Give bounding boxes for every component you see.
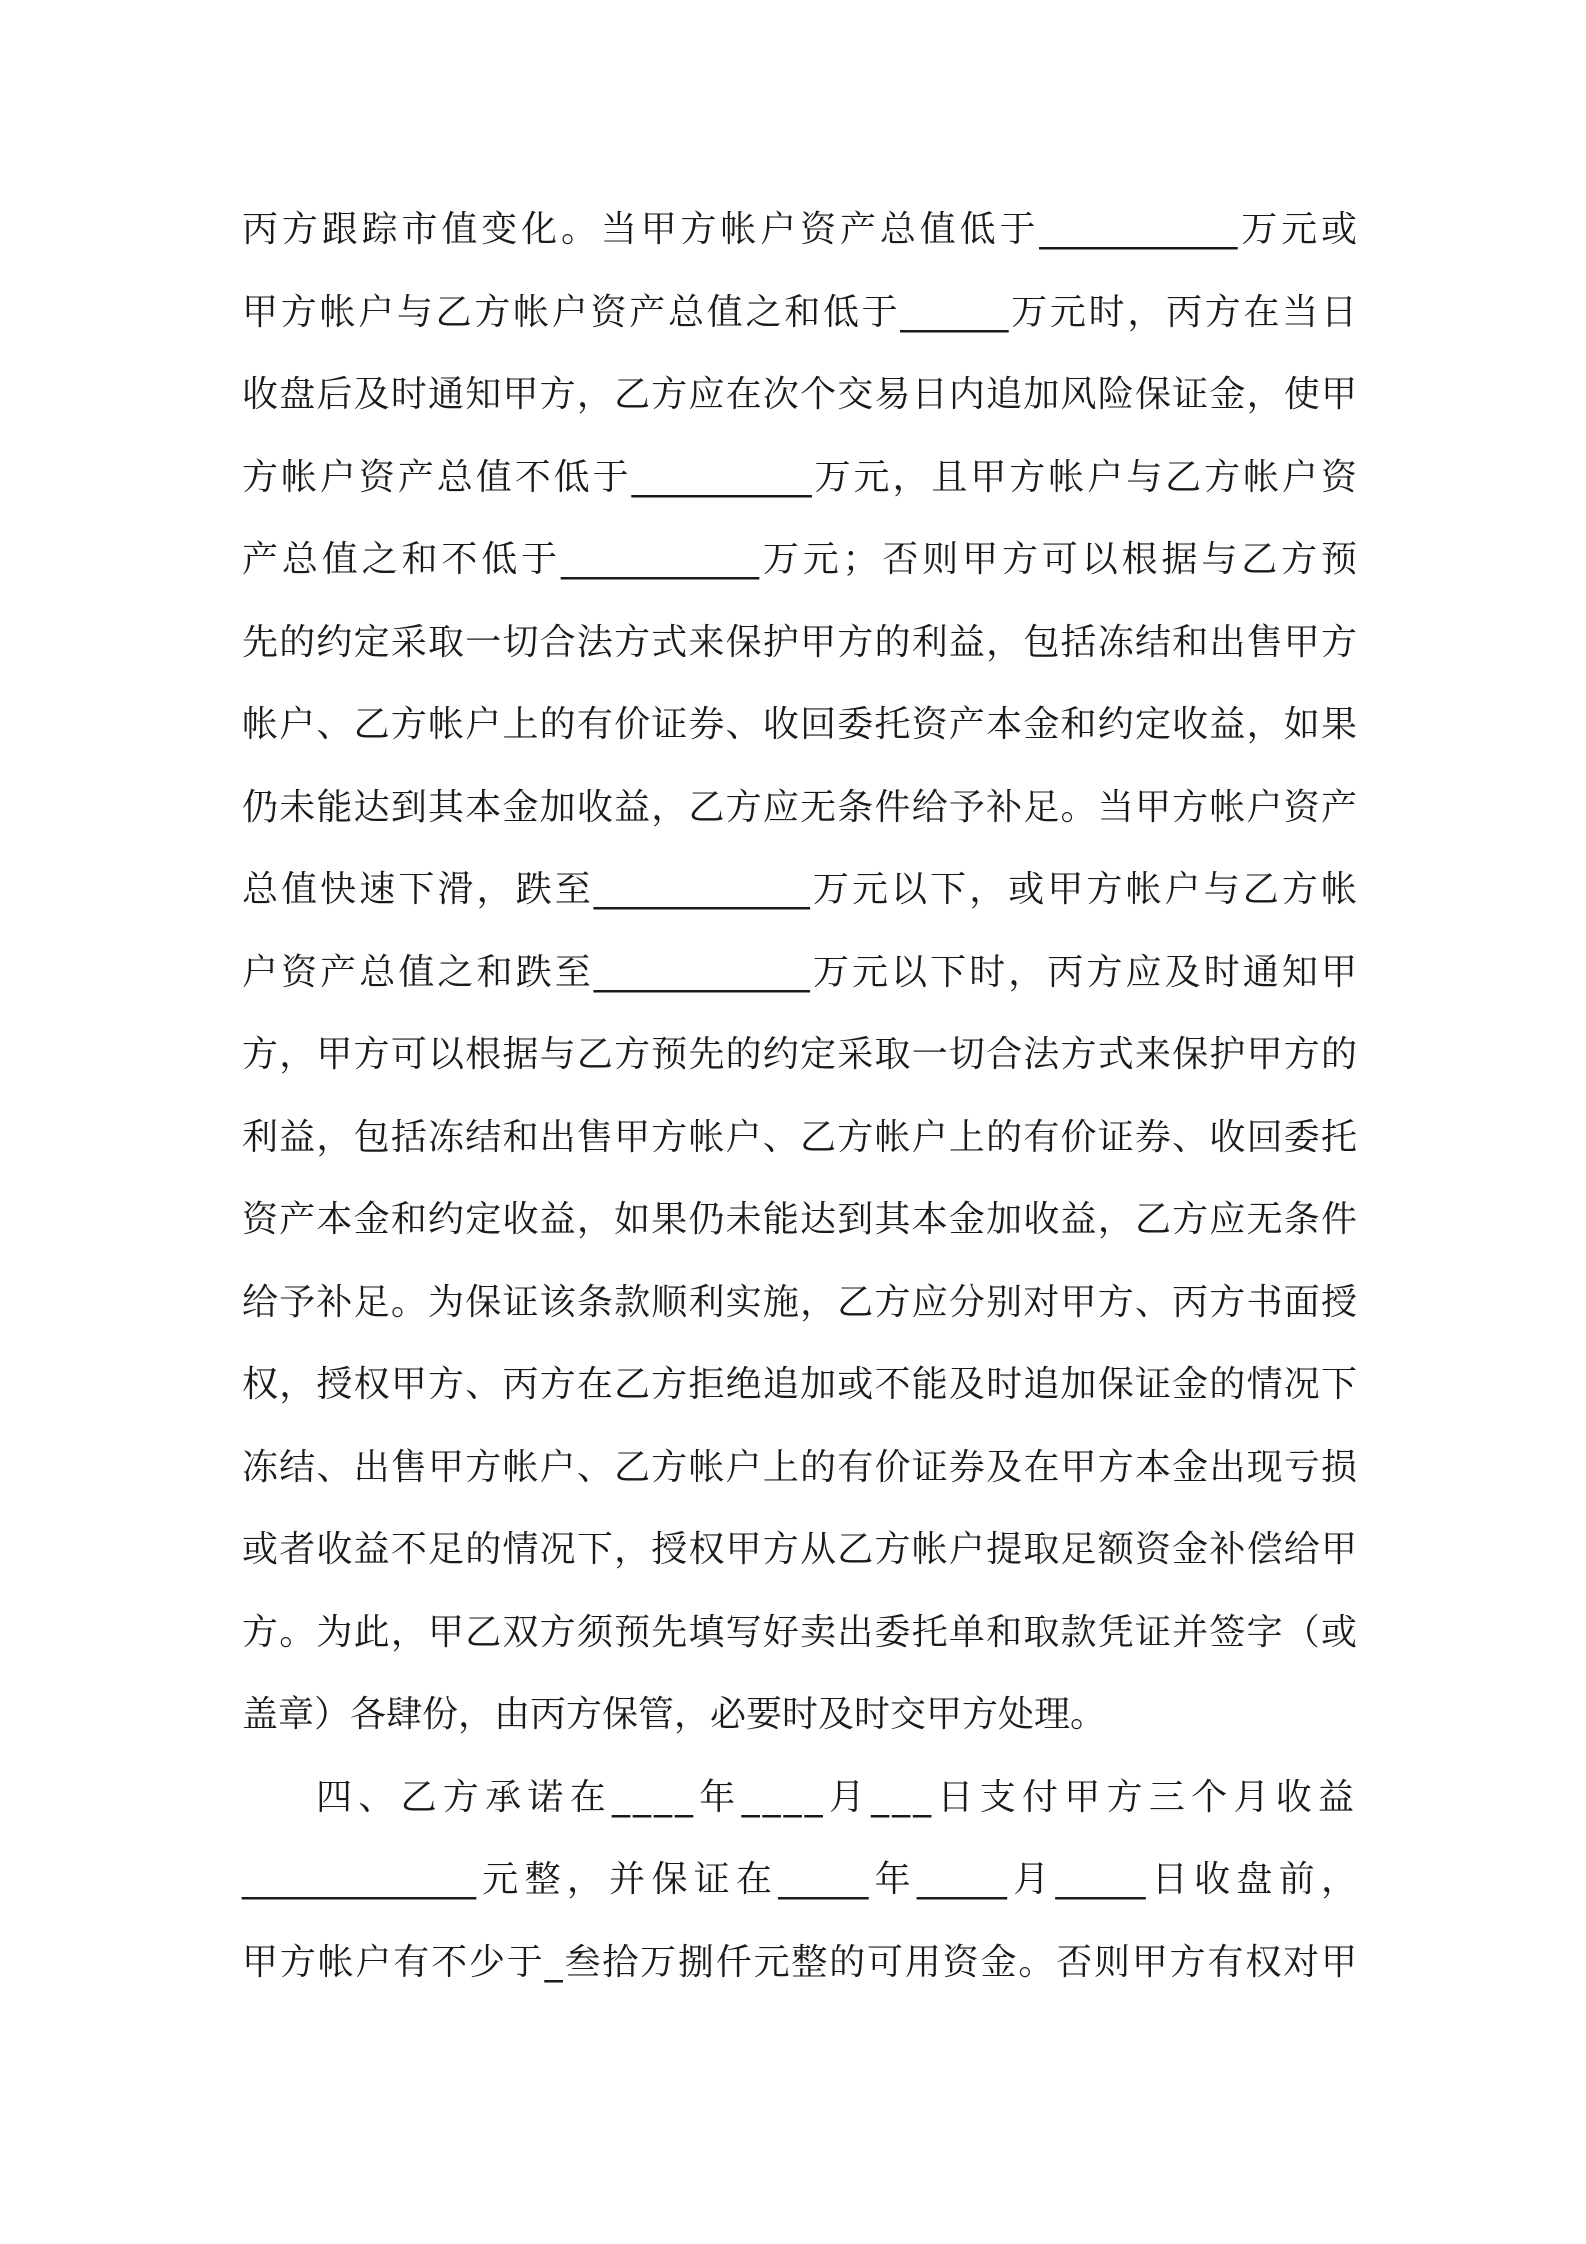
text-line: 收盘后及时通知甲方，乙方应在次个交易日内追加风险保证金，使甲 (242, 374, 1357, 415)
text-line: 先的约定采取一切合法方式来保护甲方的利益，包括冻结和出售甲方 (242, 621, 1357, 663)
text-line: 甲方帐户有不少于_叁拾万捌仟元整的可用资金。否则甲方有权对甲 (242, 1941, 1357, 1983)
contract-text (242, 200, 1357, 2015)
text-line: 冻结、出售甲方帐户、乙方帐户上的有价证券及在甲方本金出现亏损 (242, 1446, 1357, 1488)
text-line: 甲方帐户与乙方帐户资产总值之和低于______万元时，丙方在当日 (242, 291, 1357, 333)
text-line: _____________元整，并保证在_____年_____月_____日收盘前， (242, 1859, 1357, 1900)
text-line: 仍未能达到其本金加收益，乙方应无条件给予补足。当甲方帐户资产 (242, 786, 1357, 828)
text-line: 产总值之和不低于___________万元；否则甲方可以根据与乙方预 (242, 539, 1357, 580)
text-line: 利益，包括冻结和出售甲方帐户、乙方帐户上的有价证券、收回委托 (242, 1116, 1357, 1158)
text-line: 方，甲方可以根据与乙方预先的约定采取一切合法方式来保护甲方的 (242, 1034, 1357, 1075)
text-line: 方。为此，甲乙双方须预先填写好卖出委托单和取款凭证并签字（或 (242, 1611, 1357, 1653)
text-line: 给予补足。为保证该条款顺利实施，乙方应分别对甲方、丙方书面授 (242, 1281, 1357, 1323)
text-line: 盖章）各肆份，由丙方保管，必要时及时交甲方处理。 (242, 1694, 1107, 1735)
text-line: 四、乙方承诺在____年____月___日支付甲方三个月收益 (316, 1776, 1357, 1818)
paragraph-4 (242, 1768, 1357, 2016)
text-line: 户资产总值之和跌至____________万元以下时，丙方应及时通知甲 (242, 951, 1357, 993)
text-line: 权，授权甲方、丙方在乙方拒绝追加或不能及时追加保证金的情况下 (242, 1364, 1357, 1405)
text-line: 资产本金和约定收益，如果仍未能达到其本金加收益，乙方应无条件 (242, 1199, 1357, 1240)
text-line: 帐户、乙方帐户上的有价证券、收回委托资产本金和约定收益，如果 (242, 704, 1357, 745)
text-line: 总值快速下滑，跌至____________万元以下，或甲方帐户与乙方帐 (242, 869, 1357, 910)
text-line: 丙方跟踪市值变化。当甲方帐户资产总值低于___________万元或 (242, 209, 1357, 250)
text-line: 或者收益不足的情况下，授权甲方从乙方帐户提取足额资金补偿给甲 (242, 1529, 1357, 1570)
paragraph-3-continued (242, 200, 1357, 1768)
text-line: 方帐户资产总值不低于__________万元，且甲方帐户与乙方帐户资 (242, 456, 1357, 498)
